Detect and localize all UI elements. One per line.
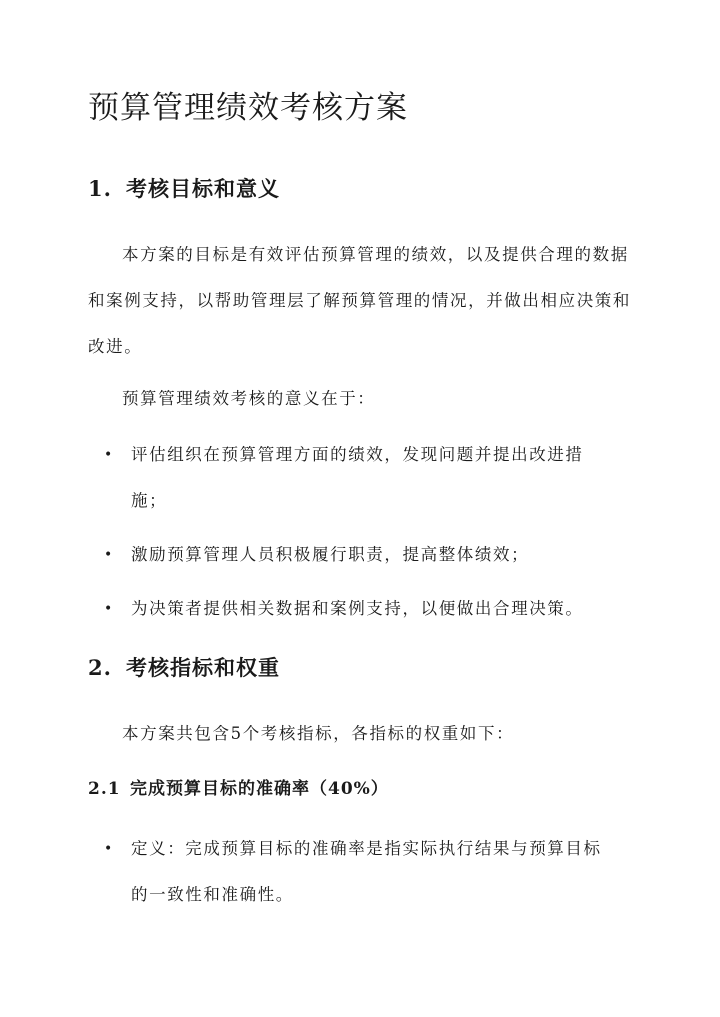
section-1-bullet-1 (104, 432, 619, 524)
bullet-dot-icon: • (104, 601, 114, 617)
bullet-text: 为决策者提供相关数据和案例支持，以便做出合理决策。 (131, 599, 584, 618)
section-1-bullet-3 (104, 586, 619, 632)
section-1-number: 1. (88, 176, 112, 201)
bullet-dot-icon: • (104, 447, 114, 463)
subsection-2-1-heading (88, 776, 389, 802)
section-2-heading (88, 653, 280, 683)
bullet-text: 评估组织在预算管理方面的绩效，发现问题并提出改进措施； (131, 445, 584, 510)
bullet-text: 激励预算管理人员积极履行职责，提高整体绩效； (131, 545, 530, 564)
subsection-2-1-title: 完成预算目标的准确率（40%） (130, 779, 389, 799)
section-2-title: 考核指标和权重 (126, 655, 280, 680)
section-2-number: 2. (88, 655, 112, 680)
subsection-2-1-number: 2.1 (88, 779, 121, 799)
section-1-title: 考核目标和意义 (126, 176, 280, 201)
subsection-2-1-bullet-1 (104, 826, 619, 918)
section-1-paragraph-2: 预算管理绩效考核的意义在于： (122, 389, 376, 408)
document-title: 预算管理绩效考核方案 (88, 90, 408, 126)
bullet-dot-icon: • (104, 547, 114, 563)
bullet-dot-icon: • (104, 841, 114, 857)
section-1-heading (88, 174, 280, 204)
section-2-paragraph-1: 本方案共包含5个考核指标，各指标的权重如下： (122, 724, 515, 743)
section-1-bullet-2 (104, 532, 619, 578)
section-1-paragraph-1: 本方案的目标是有效评估预算管理的绩效，以及提供合理的数据和案例支持，以帮助管理层了解预算管理的情况，并做出相应决策和改进。 (88, 245, 631, 356)
bullet-text: 定义：完成预算目标的准确率是指实际执行结果与预算目标的一致性和准确性。 (131, 839, 602, 904)
